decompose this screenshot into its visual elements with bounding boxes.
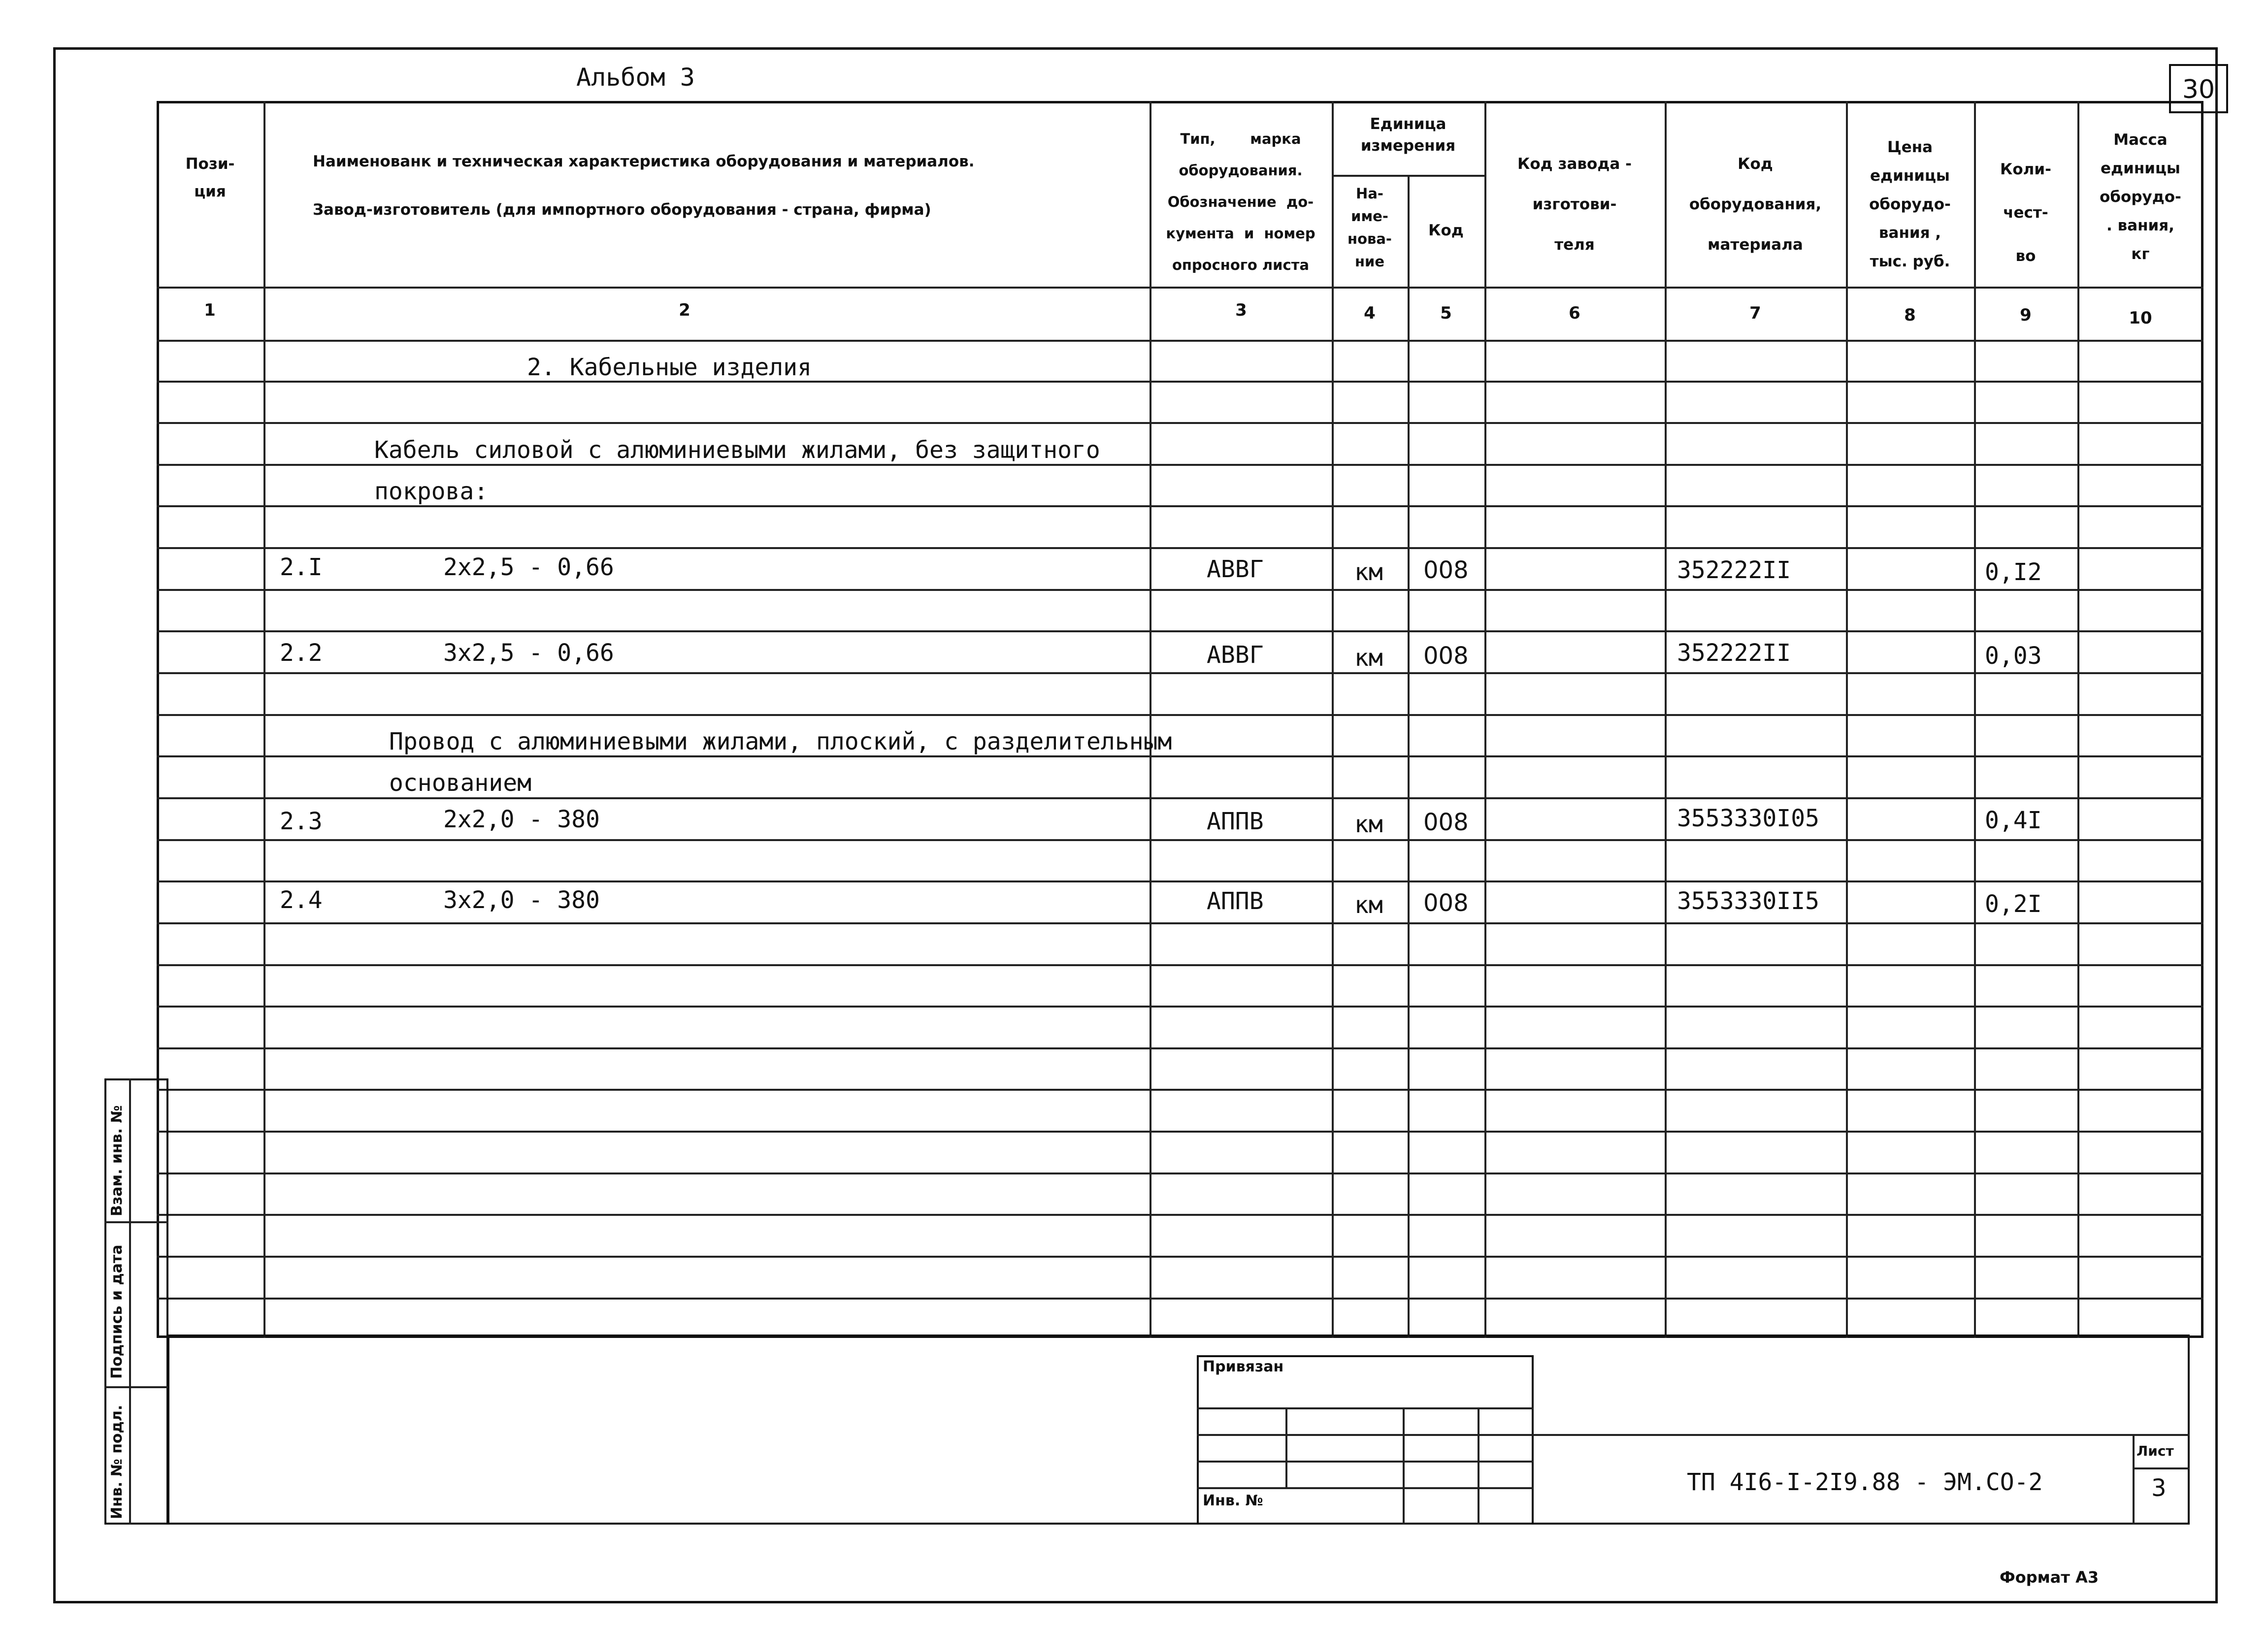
colnum-7: 7 [1749,303,1761,323]
row-code: 008 [1423,556,1469,584]
row-line [157,797,2203,799]
row-line [157,505,2203,507]
row-type: АВВГ [1207,641,1264,669]
stamp-vline [1478,1407,1479,1525]
colnum-8: 8 [1904,305,1916,325]
col2-header-line2: Завод-изготовитель (для импортного оборудования - страна, фирма) [313,201,931,219]
group2-line1: Провод с алюминиевыми жилами, плоский, с разделительным [389,728,1172,755]
row-line [157,880,2203,882]
section-title: 2. Кабельные изделия [527,354,812,381]
inventory-label: Инв. № [1203,1492,1263,1509]
stamp-vline [1403,1407,1405,1525]
row-unit: км [1354,891,1383,919]
colnum-3: 3 [1235,300,1247,320]
row-quantity: 0,I2 [1985,558,2042,586]
col-line-6 [1665,101,1667,1338]
attached-label: Привязан [1203,1358,1284,1375]
header-divider [157,287,2203,289]
colnum-1: 1 [204,300,216,320]
row-name: 3x2,5 - 0,66 [443,639,614,667]
row-material-code: 3553330I05 [1677,805,1819,832]
row-line [157,1047,2203,1049]
col2-header-line1: Наименованк и техническая характеристика оборудования и материалов. [313,153,975,170]
row-name: 2x2,0 - 380 [443,806,600,833]
sheet-label: Лист [2137,1443,2174,1459]
row-line [157,755,2203,757]
side-strip-line [104,1386,168,1388]
row-type: АППВ [1207,808,1264,835]
row-line [157,1006,2203,1008]
row-position: 2.2 [280,639,323,667]
row-code: 008 [1423,809,1469,836]
colnum-9: 9 [2020,305,2032,325]
row-line [157,1256,2203,1258]
row-line [157,1131,2203,1133]
colnum-4: 4 [1364,303,1376,323]
title-block [167,1335,2190,1525]
col3-header: Тип, марка оборудования. Обозначение до- кумента и номер опросного листа [1166,130,1315,273]
row-line [157,464,2203,466]
document-code: ТП 4I6-I-2I9.88 - ЭМ.СО-2 [1687,1468,2043,1496]
side-strip-divider [129,1078,131,1525]
side-strip-line [104,1221,168,1223]
row-line [157,1298,2203,1300]
col1-header: Пози- ция [185,155,235,200]
row-code: 008 [1423,889,1469,917]
col6-header: Код завода - изготови- теля [1517,155,1632,254]
row-line [157,422,2203,424]
col7-header: Код оборудования, материала [1689,155,1822,254]
col8-header: Цена единицы оборудо- вания , тыс. руб. [1869,138,1951,270]
col-line-1 [263,101,265,1338]
format-label: Формат А3 [2000,1568,2099,1587]
col-line-9 [2077,101,2079,1338]
col-line-8 [1974,101,1976,1338]
row-line [157,672,2203,674]
col-line-2 [1150,101,1151,1338]
row-line [157,1172,2203,1174]
row-name: 3x2,0 - 380 [443,886,600,914]
stamp-line [1197,1461,1534,1463]
doc-code-line [1534,1434,2190,1436]
row-type: АППВ [1207,887,1264,915]
col-line-3 [1332,101,1334,1338]
row-name: 2x2,5 - 0,66 [443,554,614,581]
row-line [157,589,2203,591]
row-type: АВВГ [1207,555,1264,583]
row-material-code: 3553330II5 [1677,887,1819,915]
row-line [157,1214,2203,1216]
colnum-5: 5 [1440,303,1452,323]
colnum-6: 6 [1569,303,1580,323]
row-line [157,630,2203,632]
row-position: 2.3 [280,808,323,835]
group1-line2: покрова: [374,478,489,505]
col9-header: Коли- чест- во [2000,161,2051,265]
row-line [157,922,2203,924]
row-position: 2.4 [280,886,323,914]
col-line-5 [1484,101,1486,1338]
col-line-7 [1846,101,1848,1338]
stamp-vline [1285,1407,1287,1487]
colnum-2: 2 [679,300,690,320]
side-label-replacement: Взам. инв. № [108,1105,126,1216]
row-quantity: 0,4I [1985,807,2042,834]
col10-header: Масса единицы оборудо- . вания, кг [2100,131,2181,263]
col5-header: Код [1428,222,1464,239]
sheet-line [2133,1467,2190,1469]
stamp-line [1197,1407,1534,1409]
row-line [157,964,2203,966]
group1-line1: Кабель силовой с алюминиевыми жилами, без защитного [374,436,1100,464]
group2-line2: основанием [389,769,531,797]
unit-group-header: Единица измерения [1360,115,1456,155]
row-quantity: 0,2I [1985,890,2042,918]
row-line [157,381,2203,383]
row-material-code: 352222II [1677,556,1791,584]
colnum-divider [157,340,2203,342]
row-material-code: 352222II [1677,639,1791,667]
sheet-divider [2133,1434,2135,1525]
row-unit: км [1354,558,1383,586]
row-line [157,714,2203,716]
row-unit: км [1354,811,1383,838]
colnum-10: 10 [2129,308,2152,328]
row-quantity: 0,03 [1985,642,2042,670]
col4-header: На- име- нова- ние [1348,185,1392,270]
stamp-line [1197,1487,1534,1489]
row-line [157,839,2203,841]
side-label-inventory: Инв. № подл. [108,1404,126,1519]
page-number: 30 [2182,75,2215,104]
stamp-line [1197,1434,1534,1436]
row-unit: км [1354,644,1383,672]
row-line [157,547,2203,549]
row-position: 2.I [280,554,323,581]
album-title: Альбом 3 [576,63,695,92]
row-line [157,1089,2203,1091]
sheet-number: 3 [2151,1474,2167,1502]
side-label-signature: Подпись и дата [108,1244,126,1379]
row-code: 008 [1423,642,1469,670]
